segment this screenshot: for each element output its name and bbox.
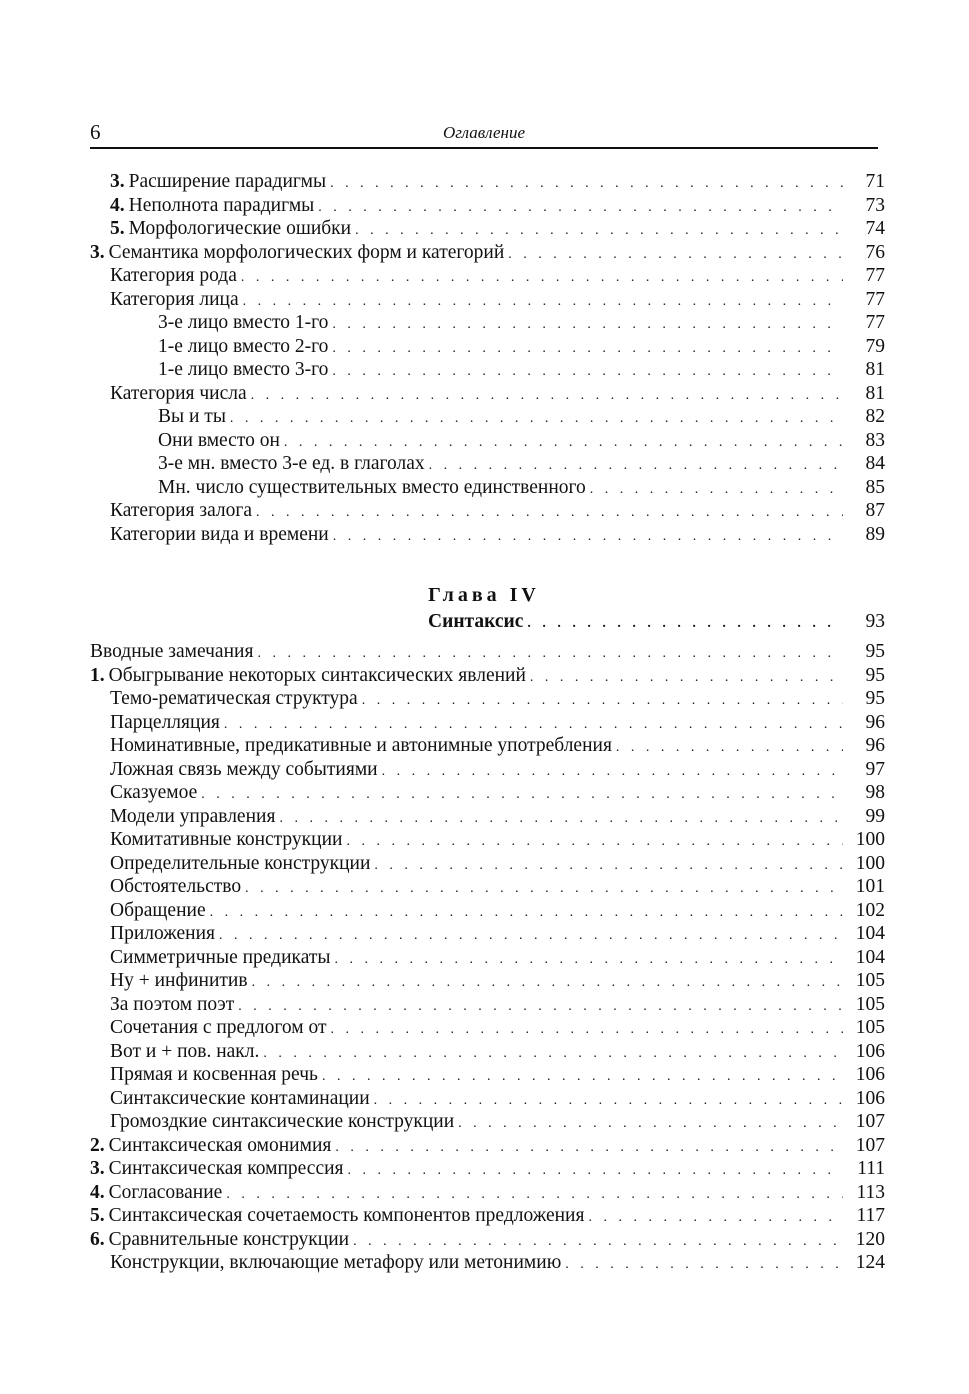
toc-entry-title: Темо-рематическая структура: [110, 688, 358, 709]
toc-entry: [90, 922, 885, 946]
dot-leader: [382, 760, 843, 784]
dot-leader: [322, 1065, 843, 1089]
toc-entry-page: 76: [865, 241, 885, 263]
toc-entry-title: Расширение парадигмы: [128, 171, 327, 192]
toc-entry-page: 77: [865, 265, 885, 286]
toc-entry: [90, 899, 885, 923]
dot-leader: [458, 1112, 843, 1136]
dot-leader: [245, 877, 843, 901]
dot-leader: [279, 807, 843, 831]
header-rule: [90, 147, 878, 149]
toc-entry: [90, 734, 885, 758]
dot-leader: [335, 1136, 843, 1160]
toc-entry-page: 95: [865, 641, 885, 662]
toc-entry: [90, 1134, 885, 1158]
dot-leader: [241, 266, 843, 290]
toc-entry-page: 99: [865, 805, 885, 827]
toc-entry-title: Неполнота парадигмы: [128, 194, 315, 216]
toc-bottom-section: [90, 640, 885, 1275]
toc-entry-page: 105: [855, 970, 885, 991]
toc-entry-page: 82: [865, 406, 885, 427]
toc-entry-page: 102: [855, 899, 885, 921]
dot-leader: [252, 971, 843, 995]
toc-entry: [90, 711, 885, 735]
dot-leader: [355, 219, 843, 243]
toc-entry-page: 104: [855, 923, 885, 944]
toc-entry-title: 1-е лицо вместо 3-го: [158, 359, 329, 380]
dot-leader: [616, 736, 843, 760]
toc-entry: [90, 382, 885, 406]
toc-entry-title: Модели управления: [110, 805, 276, 827]
dot-leader: [330, 1018, 843, 1042]
dot-leader: [346, 830, 843, 854]
toc-entry-page: 97: [865, 758, 885, 780]
toc-entry-page: 95: [865, 664, 885, 686]
toc-entry: [90, 1181, 885, 1205]
toc-entry-number: 6.: [90, 1228, 105, 1250]
dot-leader: [530, 666, 843, 690]
toc-entry: [90, 264, 885, 288]
dot-leader: [219, 924, 843, 948]
toc-entry-number: 5.: [110, 218, 125, 239]
dot-leader: [210, 901, 843, 925]
toc-entry: [90, 452, 885, 476]
toc-entry-page: 100: [855, 829, 885, 850]
dot-leader: [565, 1253, 843, 1277]
toc-entry-title: Синтаксическая омонимия: [108, 1134, 332, 1156]
dot-leader: [238, 995, 843, 1019]
toc-entry: [90, 170, 885, 194]
dot-leader: [318, 196, 843, 220]
toc-entry: [90, 429, 885, 453]
dot-leader: [333, 525, 843, 549]
toc-entry-number: 3.: [90, 1158, 105, 1179]
toc-entry-title: Приложения: [110, 923, 215, 944]
toc-entry-title: Согласование: [108, 1181, 223, 1203]
toc-entry-number: 1.: [90, 664, 105, 686]
toc-entry-page: 71: [865, 171, 885, 192]
toc-entry-page: 107: [855, 1134, 885, 1156]
toc-entry-title: Ну + инфинитив: [110, 970, 248, 991]
toc-entry-title: Громоздкие синтаксические конструкции: [110, 1111, 455, 1132]
toc-entry-page: 117: [856, 1205, 885, 1226]
toc-entry-title: Синтаксическая компрессия: [108, 1158, 344, 1179]
toc-entry-number: 4.: [90, 1181, 105, 1203]
dot-leader: [224, 713, 843, 737]
toc-entry: [90, 852, 885, 876]
toc-entry-page: 106: [855, 1064, 885, 1085]
toc-entry-title: 3-е мн. вместо 3-е ед. в глаголах: [158, 453, 425, 474]
dot-leader: [527, 612, 843, 636]
toc-entry-page: 107: [855, 1111, 885, 1132]
running-title: Оглавление: [442, 123, 526, 142]
toc-entry-page: 105: [855, 993, 885, 1015]
toc-entry-page: 83: [865, 429, 885, 451]
toc-entry: [90, 875, 885, 899]
toc-entry: [90, 217, 885, 241]
toc-entry: [90, 499, 885, 523]
toc-entry: [90, 476, 885, 500]
dot-leader: [348, 1159, 843, 1183]
toc-entry-page: 85: [865, 476, 885, 498]
toc-entry: [90, 805, 885, 829]
toc-entry-title: 1-е лицо вместо 2-го: [158, 335, 329, 357]
toc-entry: [90, 523, 885, 547]
toc-entry-number: 5.: [90, 1205, 105, 1226]
toc-entry-page: 111: [857, 1158, 885, 1179]
page-header: [90, 118, 878, 148]
toc-entry: [90, 405, 885, 429]
toc-entry: [90, 194, 885, 218]
toc-entry-page: 106: [855, 1087, 885, 1109]
toc-entry-page: 74: [865, 218, 885, 239]
toc-entry-number: 3.: [110, 171, 125, 192]
toc-entry: [90, 288, 885, 312]
toc-entry: [90, 969, 885, 993]
toc-entry-title: Конструкции, включающие метафору или метонимию: [110, 1252, 562, 1273]
toc-entry-title: Сравнительные конструкции: [108, 1228, 350, 1250]
toc-entry-title: Категория рода: [110, 265, 237, 286]
page-number: 6: [90, 120, 101, 144]
dot-leader: [256, 501, 843, 525]
toc-entry-page: 81: [865, 382, 885, 404]
toc-entry: [90, 1204, 885, 1228]
toc-entry-page: 106: [855, 1040, 885, 1062]
toc-entry-page: 77: [865, 288, 885, 310]
toc-entry: [90, 1228, 885, 1252]
toc-entry: [90, 946, 885, 970]
toc-entry: [90, 664, 885, 688]
dot-leader: [429, 454, 843, 478]
toc-entry-page: 100: [855, 852, 885, 874]
dot-leader: [284, 431, 843, 455]
toc-entry-title: Прямая и косвенная речь: [110, 1064, 318, 1085]
toc-entry-page: 104: [855, 946, 885, 968]
toc-entry: [90, 687, 885, 711]
toc-entry-number: 4.: [110, 194, 125, 216]
dot-leader: [330, 172, 843, 196]
toc-entry-title: Семантика морфологических форм и категорий: [108, 241, 505, 263]
toc-entry-page: 89: [865, 523, 885, 545]
dot-leader: [588, 1206, 843, 1230]
dot-leader: [353, 1230, 843, 1254]
dot-leader: [201, 783, 843, 807]
dot-leader: [332, 360, 843, 384]
dot-leader: [508, 243, 843, 267]
toc-entry-title: Они вместо он: [158, 429, 280, 451]
toc-entry: [90, 1016, 885, 1040]
dot-leader: [230, 407, 843, 431]
toc-entry-title: Вводные замечания: [90, 641, 254, 662]
toc-entry-number: 3.: [90, 241, 105, 263]
toc-entry: [90, 640, 885, 664]
toc-entry-title: Комитативные конструкции: [110, 829, 343, 850]
toc-entry-title: Симметричные предикаты: [110, 946, 331, 968]
toc-entry-title: Номинативные, предикативные и автонимные употребления: [110, 735, 612, 756]
toc-entry-title: За поэтом поэт: [110, 993, 235, 1015]
toc-entry-title: Сказуемое: [110, 782, 198, 803]
toc-entry-title: Категория лица: [110, 288, 239, 310]
dot-leader: [332, 337, 843, 361]
chapter-title-entry: [90, 610, 885, 634]
toc-entry-title: 3-е лицо вместо 1-го: [158, 312, 329, 333]
dot-leader: [374, 1089, 843, 1113]
toc-entry-page: 79: [865, 335, 885, 357]
toc-entry-page: 87: [865, 500, 885, 521]
toc-entry: [90, 335, 885, 359]
toc-entry: [90, 1040, 885, 1064]
toc-entry: [90, 358, 885, 382]
toc-entry: [90, 1063, 885, 1087]
toc-entry: [90, 1110, 885, 1134]
toc-entry: [90, 241, 885, 265]
dot-leader: [374, 854, 843, 878]
dot-leader: [590, 478, 843, 502]
toc-entry-title: Категория числа: [110, 382, 247, 404]
toc-entry-page: 120: [855, 1228, 885, 1250]
toc-entry: [90, 781, 885, 805]
toc-entry-title: Обращение: [110, 899, 206, 921]
toc-entry-title: Обыгрывание некоторых синтаксических явлений: [108, 664, 526, 686]
chapter-heading: Глава IV: [428, 584, 540, 606]
toc-entry: [90, 1251, 885, 1275]
toc-entry: [90, 1157, 885, 1181]
toc-entry-page: 113: [856, 1181, 885, 1203]
toc-entry-title: Синтаксические контаминации: [110, 1087, 370, 1109]
toc-entry-page: 105: [855, 1017, 885, 1038]
toc-entry: [90, 993, 885, 1017]
dot-leader: [251, 384, 843, 408]
toc-entry-page: 81: [865, 359, 885, 380]
toc-entry-title: Сочетания с предлогом от: [110, 1017, 327, 1038]
chapter-page: 93: [865, 611, 885, 632]
toc-entry-title: Определительные конструкции: [110, 852, 371, 874]
toc-entry-title: Категории вида и времени: [110, 523, 329, 545]
toc-entry-page: 84: [865, 453, 885, 474]
toc-entry-title: Ложная связь между событиями: [110, 758, 378, 780]
toc-entry: [90, 1087, 885, 1111]
dot-leader: [335, 948, 844, 972]
dot-leader: [226, 1183, 843, 1207]
dot-leader: [332, 313, 843, 337]
toc-entry: [90, 758, 885, 782]
toc-entry-title: Морфологические ошибки: [128, 218, 352, 239]
toc-entry-page: 101: [855, 876, 885, 897]
toc-entry-page: 124: [855, 1252, 885, 1273]
toc-entry-title: Парцелляция: [110, 711, 220, 733]
toc-entry-title: Вот и + пов. накл.: [110, 1040, 260, 1062]
toc-entry-page: 73: [865, 194, 885, 216]
toc-entry-title: Обстоятельство: [110, 876, 242, 897]
toc-entry-page: 95: [865, 688, 885, 709]
toc-entry-title: Категория залога: [110, 500, 253, 521]
dot-leader: [257, 642, 843, 666]
toc-entry-page: 96: [865, 711, 885, 733]
toc-entry: [90, 828, 885, 852]
dot-leader: [263, 1042, 843, 1066]
toc-entry-title: Синтаксическая сочетаемость компонентов предложения: [108, 1205, 585, 1226]
toc-entry-title: Мн. число существительных вместо единственного: [158, 476, 586, 498]
chapter-title: Синтаксис: [428, 611, 524, 632]
dot-leader: [362, 689, 843, 713]
toc-entry-page: 77: [865, 312, 885, 333]
dot-leader: [243, 290, 843, 314]
toc-entry-title: Вы и ты: [158, 406, 226, 427]
toc-entry-page: 96: [865, 735, 885, 756]
toc-entry-number: 2.: [90, 1134, 105, 1156]
toc-top-section: [90, 170, 885, 546]
toc-entry-page: 98: [865, 782, 885, 803]
toc-entry: [90, 311, 885, 335]
